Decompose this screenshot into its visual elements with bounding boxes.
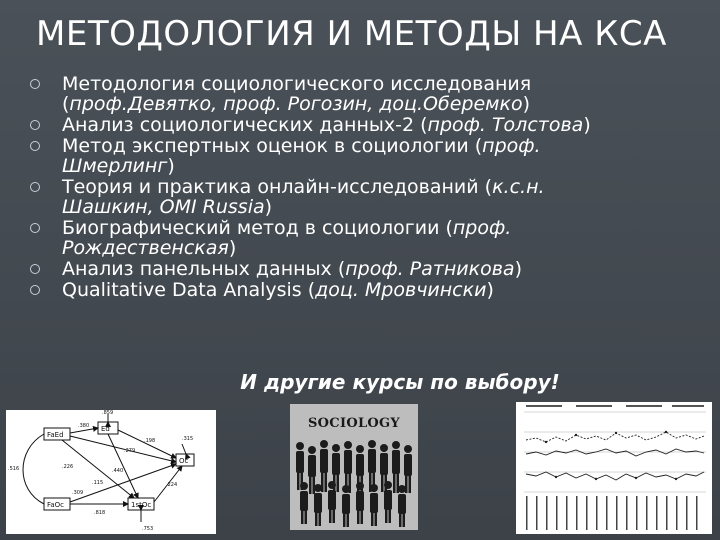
path-coefficient: .380 [78, 423, 90, 429]
list-item: Анализ панельных данных (проф. Ратникова) [28, 259, 678, 279]
list-item: Qualitative Data Analysis (доц. Мровчински) [28, 280, 678, 300]
list-item: Теория и практика онлайн-исследований (к.с.н. Шашкин, OMI Russia) [28, 177, 678, 217]
line-chart-image [516, 402, 712, 534]
sociology-cover-word: SOCIOLOGY [307, 416, 400, 431]
node-label: FaOc [47, 501, 65, 509]
path-coefficient: .224 [166, 482, 178, 488]
line-chart-picture-icon [516, 402, 712, 534]
node-label: FaEd [47, 431, 64, 439]
node-label: 1stOc [131, 501, 152, 509]
list-item: Анализ социологических данных-2 (проф. Толстова) [28, 115, 678, 135]
node-label: Ed [101, 425, 110, 433]
course-list [28, 74, 678, 301]
circle-bullet-icon [30, 120, 40, 130]
circle-bullet-icon [30, 285, 40, 295]
list-item: Биографический метод в социологии (проф. Рождественская) [28, 218, 678, 258]
circle-bullet-icon [30, 182, 40, 192]
circle-bullet-icon [30, 223, 40, 233]
circle-bullet-icon [30, 141, 40, 151]
people-silhouettes-icon [290, 404, 418, 530]
path-coefficient: .440 [112, 468, 124, 474]
node-label: Oc [179, 457, 189, 465]
path-coefficient: .279 [124, 448, 136, 454]
path-coefficient: .309 [72, 490, 84, 496]
sociology-cover-image [290, 404, 418, 530]
path-coefficient: .115 [92, 480, 104, 486]
path-coefficient: .315 [182, 436, 194, 442]
path-coefficient: .818 [94, 510, 106, 516]
path-coefficient: .516 [8, 466, 20, 472]
more-courses-text: И другие курсы по выбору! [240, 370, 560, 394]
path-coefficient: .859 [102, 410, 114, 416]
path-coefficient: .753 [142, 526, 154, 532]
path-diagram-image [6, 410, 216, 534]
path-coefficient: .198 [144, 438, 156, 444]
circle-bullet-icon [30, 79, 40, 89]
list-item: Методология социологического исследования (проф.Девятко, проф. Рогозин, доц.Оберемко) [28, 74, 678, 114]
slide-title: МЕТОДОЛОГИЯ И МЕТОДЫ НА КСА [36, 14, 667, 54]
path-diagram-svg [6, 410, 216, 534]
circle-bullet-icon [30, 264, 40, 274]
list-item: Метод экспертных оценок в социологии (проф. Шмерлинг) [28, 136, 678, 176]
path-coefficient: .226 [62, 464, 74, 470]
